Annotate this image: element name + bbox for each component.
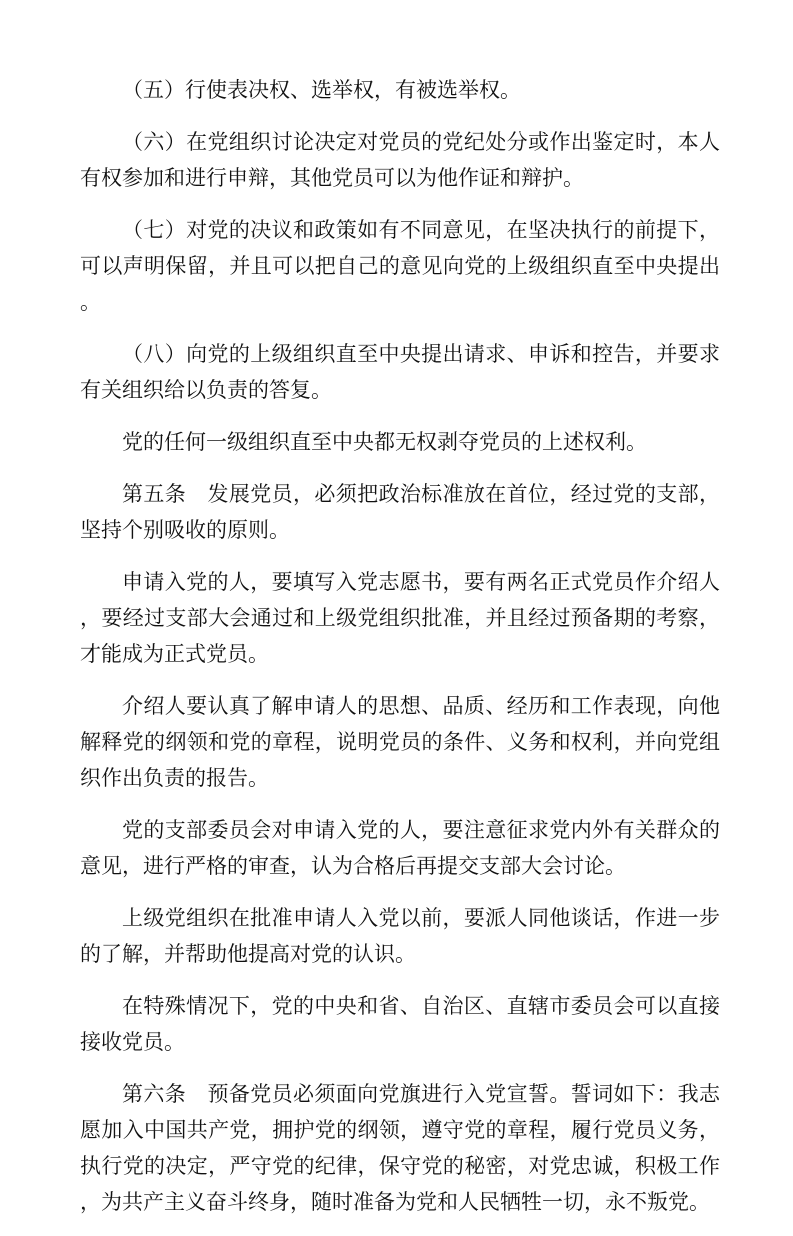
paragraph-right-5: （五）行使表决权、选举权，有被选举权。 (122, 78, 521, 102)
paragraph-right-7: （七）对党的决议和政策如有不同意见，在坚决执行的前提下，可以声明保留，并且可以把自己的意见向党的上级组织直至中央提出。 (80, 218, 720, 314)
paragraph-introducer: 介绍人要认真了解申请人的思想、品质、经历和工作表现，向他解释党的纲领和党的章程，说明党员的条件、义务和权利，并向党组织作出负责的报告。 (80, 694, 720, 790)
paragraph-branch-committee: 党的支部委员会对申请入党的人，要注意征求党内外有关群众的意见，进行严格的审查，认为合格后再提交支部大会讨论。 (80, 818, 720, 878)
paragraph-article-6-oath: 第六条 预备党员必须面向党旗进行入党宣誓。誓词如下：我志愿加入中国共产党，拥护党的纲领，遵守党的章程，履行党员义务，执行党的决定，严守党的纪律，保守党的秘密，对党忠诚，积极工作，为共产主义奋斗终身，随时准备为党和人民牺牲一切，永不叛党。 (80, 1082, 720, 1214)
paragraph-right-8: （八）向党的上级组织直至中央提出请求、申诉和控告，并要求有关组织给以负责的答复。 (80, 342, 720, 402)
paragraph-rights-protection: 党的任何一级组织直至中央都无权剥夺党员的上述权利。 (122, 430, 647, 454)
paragraph-article-5: 第五条 发展党员，必须把政治标准放在首位，经过党的支部，坚持个别吸收的原则。 (80, 482, 720, 542)
document-body (80, 72, 720, 1236)
paragraph-application: 申请入党的人，要填写入党志愿书，要有两名正式党员作介绍人，要经过支部大会通过和上级党组织批准，并且经过预备期的考察，才能成为正式党员。 (80, 570, 720, 666)
paragraph-higher-organization: 上级党组织在批准申请人入党以前，要派人同他谈话，作进一步的了解，并帮助他提高对党的认识。 (80, 906, 720, 966)
paragraph-special-cases: 在特殊情况下，党的中央和省、自治区、直辖市委员会可以直接接收党员。 (80, 994, 720, 1054)
paragraph-right-6: （六）在党组织讨论决定对党员的党纪处分或作出鉴定时，本人有权参加和进行申辩，其他党员可以为他作证和辩护。 (80, 130, 720, 190)
